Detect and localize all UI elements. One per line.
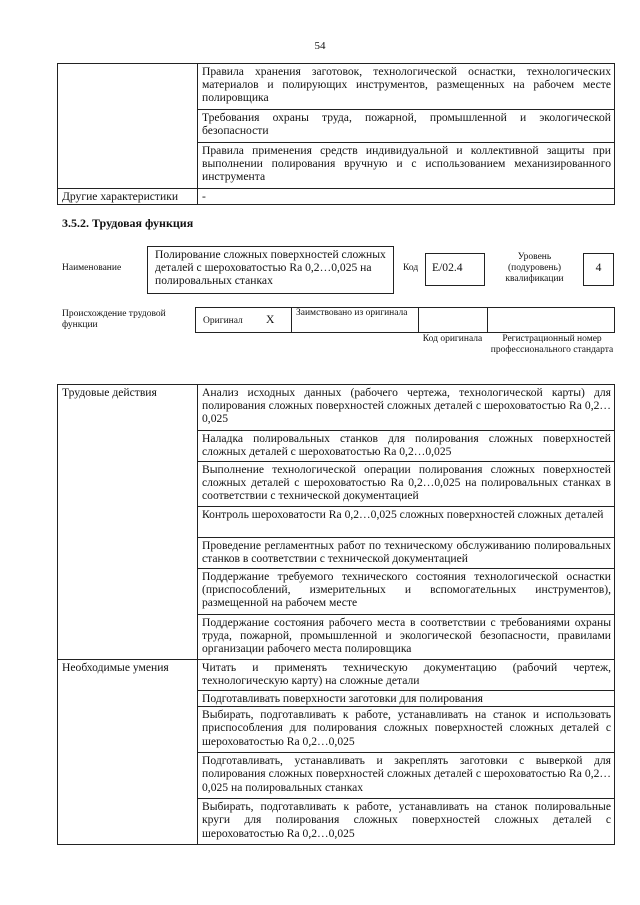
level-value: 4: [595, 261, 602, 274]
name-label: Наименование: [62, 263, 122, 273]
original-label: Оригинал: [203, 316, 243, 326]
skills-label: Необходимые умения: [58, 660, 198, 845]
main-table: [57, 384, 615, 845]
origin-divider: [418, 307, 419, 333]
top-table-empty-cell: [58, 64, 198, 189]
action-item: Контроль шероховатости Ra 0,2…0,025 сложных поверхностей сложных деталей: [198, 507, 615, 538]
top-table: [57, 63, 615, 205]
action-item: Выполнение технологической операции полирования сложных поверхностей сложных деталей с шероховатостью Ra 0,2…0,025 на полировальных станках в соответствии с технической документацией: [198, 462, 615, 507]
action-item: Наладка полировальных станков для полирования сложных поверхностей сложных деталей с шероховатостью Ra 0,2…0,025: [198, 431, 615, 462]
origin-code-label: Код оригинала: [422, 334, 483, 344]
action-item: Поддержание требуемого технического состояния технологической оснастки (приспособлений, измерительных и вспомогательных инструментов), размещенной на рабочем месте: [198, 569, 615, 615]
level-box: [583, 253, 614, 286]
code-value: E/02.4: [432, 261, 463, 274]
original-mark: X: [266, 313, 275, 326]
other-characteristics-label: Другие характеристики: [58, 189, 198, 205]
name-value: Полирование сложных поверхностей сложных деталей с шероховатостью Ra 0,2…0,025 на полировальных станках: [155, 248, 386, 288]
level-label: Уровень (подуровень) квалификации: [505, 252, 564, 284]
skill-item: Подготавливать, устанавливать и закреплять заготовки с выверкой для полирования сложных поверхностей сложных деталей с шероховатостью Ra 0,2…0,025 на полировальных станках: [198, 753, 615, 799]
reg-number-label: Регистрационный номер профессионального стандарта: [490, 334, 614, 355]
name-box: [147, 246, 394, 294]
code-label: Код: [403, 263, 419, 273]
top-table-row: Требования охраны труда, пожарной, промышленной и экологической безопасности: [198, 110, 615, 143]
action-item: Анализ исходных данных (рабочего чертежа, технологической карты) для полирования сложных поверхностей сложных деталей с шероховатостью Ra 0,2…0,025: [198, 385, 615, 431]
action-item: Проведение регламентных работ по техническому обслуживанию полировальных станков в соответствии с технической документацией: [198, 538, 615, 569]
origin-divider: [291, 307, 292, 333]
other-characteristics-value: -: [198, 189, 615, 205]
page-number: 54: [314, 40, 326, 52]
skill-item: Выбирать, подготавливать к работе, устанавливать на станок полировальные круги для полирования сложных поверхностей сложных деталей с шероховатостью Ra 0,2…0,025: [198, 799, 615, 845]
action-item: Поддержание состояния рабочего места в соответствии с требованиями охраны труда, пожарной, промышленной и экологической безопасности, правилами организации рабочего места полировщика: [198, 615, 615, 660]
top-table-row: Правила хранения заготовок, технологической оснастки, технологических материалов и полирующих инструментов, размещенных на рабочем месте полировщика: [198, 64, 615, 110]
skill-item: Выбирать, подготавливать к работе, устанавливать на станок и использовать приспособления для полирования сложных поверхностей сложных деталей с шероховатостью Ra 0,2…0,025: [198, 707, 615, 753]
origin-label: Происхождение трудовой функции: [62, 309, 166, 330]
code-box: [425, 253, 485, 286]
top-table-row: Правила применения средств индивидуальной и коллективной защиты при выполнении полирования вручную и с использованием механизированного инструмента: [198, 143, 615, 189]
actions-label: Трудовые действия: [58, 385, 198, 660]
section-title: 3.5.2. Трудовая функция: [62, 216, 194, 230]
borrowed-label: Заимствовано из оригинала: [296, 308, 408, 318]
skill-item: Читать и применять техническую документацию (рабочий чертеж, технологическую карту) на сложные детали: [198, 660, 615, 691]
origin-divider: [487, 307, 488, 333]
skill-item: Подготавливать поверхности заготовки для полирования: [198, 691, 615, 707]
